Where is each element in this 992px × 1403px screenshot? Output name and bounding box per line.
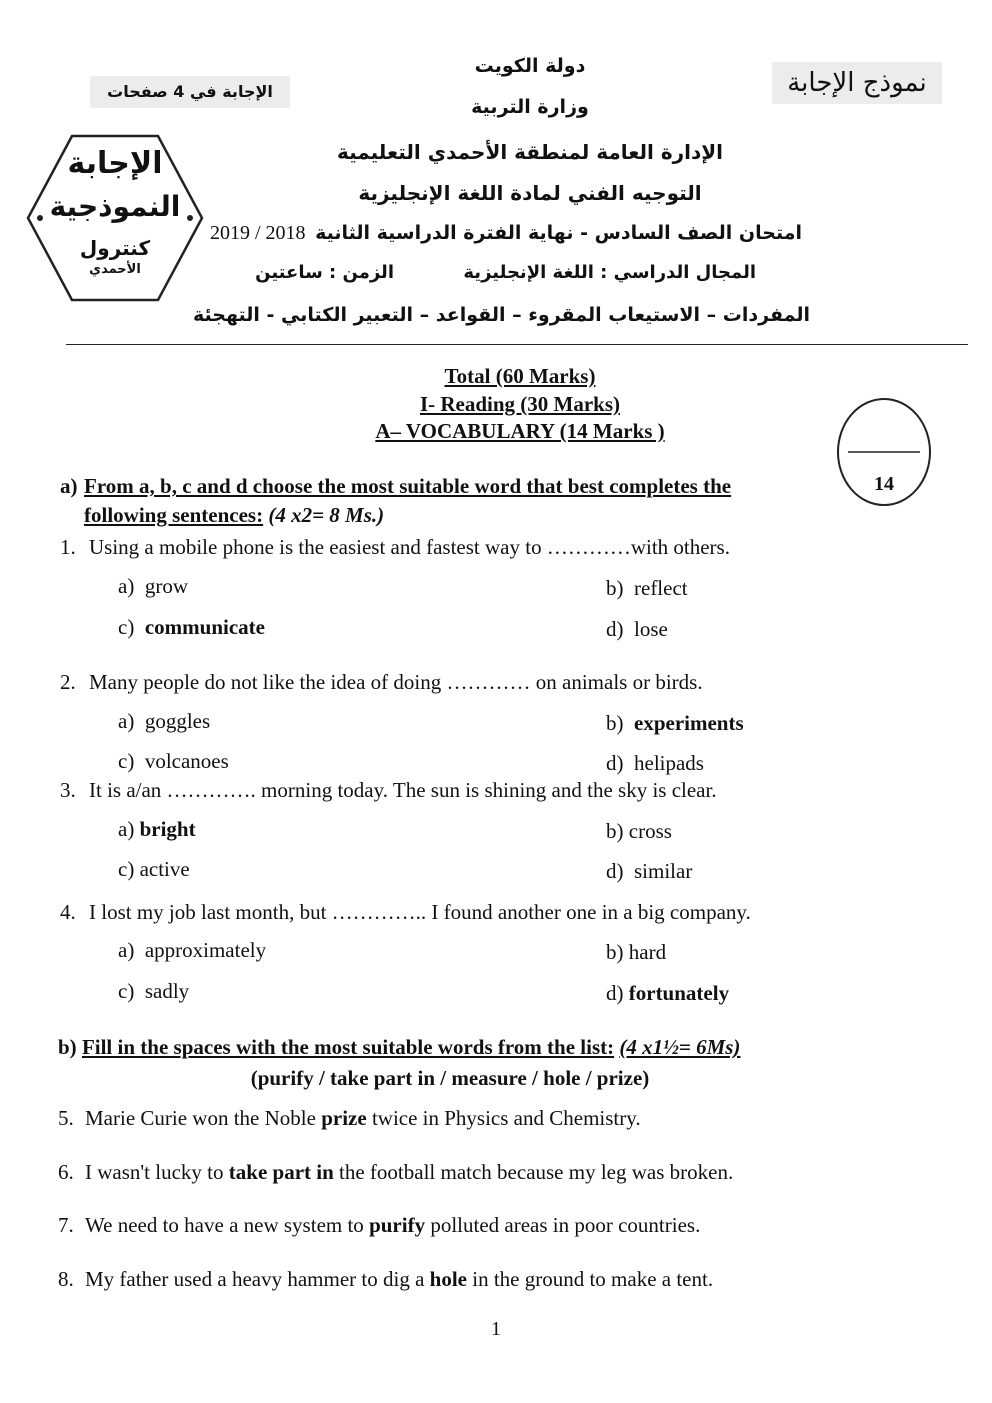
option-letter: a)	[118, 574, 135, 598]
section-b-word-list: (purify / take part in / measure / hole / prize)	[250, 1066, 650, 1090]
sentence-number: 6.	[58, 1160, 74, 1184]
section-a-instruction-1: From a, b, c and d choose the most suitable word that best completes the	[84, 474, 732, 498]
exam-year: 2019 / 2018	[210, 222, 306, 244]
option-letter: c)	[118, 979, 135, 1003]
option-letter: d)	[606, 617, 624, 641]
header-supervision: التوجيه الفني لمادة اللغة الإنجليزية	[358, 181, 702, 205]
sentence-before: My father used a heavy hammer to dig a	[85, 1267, 425, 1291]
sentence-answer: take part in	[228, 1160, 334, 1184]
option-letter: d)	[606, 859, 624, 883]
exam-skills: المفردات – الاستيعاب المقروء – القواعد – التعبير الكتابي - التهجئة	[193, 304, 810, 326]
header-directorate: الإدارة العامة لمنطقة الأحمدي التعليمية	[336, 140, 724, 164]
exam-time: الزمن : ساعتين	[255, 262, 394, 283]
fill-sentence	[58, 1106, 641, 1131]
option-letter: c)	[118, 857, 135, 881]
total-title: Total (60 Marks)	[444, 364, 596, 388]
question-text: Many people do not like the idea of doing ………… on animals or birds.	[89, 670, 703, 694]
option-text: active	[139, 857, 190, 881]
option-text: hard	[628, 940, 667, 964]
option-letter: a)	[118, 817, 135, 841]
sentence-after: the football match because my leg was broken.	[339, 1160, 734, 1184]
score-max: 14	[874, 473, 894, 495]
stamp-line-4: الأحمدي	[89, 262, 141, 277]
sentence-number: 5.	[58, 1106, 74, 1130]
option-correct	[118, 615, 265, 640]
page-number: 1	[491, 1318, 501, 1340]
option-text: helipads	[634, 751, 704, 775]
question-text: I lost my job last month, but ………….. I found another one in a big company.	[89, 900, 751, 924]
section-a-letter: a)	[60, 474, 78, 498]
fill-sentence	[58, 1267, 713, 1292]
option	[118, 574, 188, 599]
option-letter: b)	[606, 819, 624, 843]
reading-title: I- Reading (30 Marks)	[419, 392, 621, 416]
fill-sentence	[58, 1213, 700, 1238]
question	[60, 670, 703, 695]
sentence-answer: hole	[429, 1267, 467, 1291]
question-text: Using a mobile phone is the easiest and fastest way to …………with others.	[89, 535, 730, 559]
option-text: reflect	[634, 576, 688, 600]
option-text: experiments	[634, 711, 744, 735]
question-number: 3.	[60, 778, 76, 802]
option	[118, 938, 266, 963]
option	[118, 749, 229, 774]
option-text: grow	[144, 574, 188, 598]
vocabulary-title: A– VOCABULARY (14 Marks )	[375, 419, 665, 443]
study-field: المجال الدراسي : اللغة الإنجليزية	[463, 262, 756, 283]
option-letter: b)	[606, 576, 624, 600]
pages-note: الإجابة في 4 صفحات	[90, 76, 290, 108]
option-letter: b)	[606, 940, 624, 964]
option-text: lose	[634, 617, 668, 641]
option-letter: d)	[606, 751, 624, 775]
question-text: It is a/an …………. morning today. The sun is shining and the sky is clear.	[89, 778, 717, 802]
option-text: sadly	[144, 979, 190, 1003]
sentence-before: We need to have a new system to	[85, 1213, 364, 1237]
option-text: goggles	[144, 709, 211, 733]
question-number: 1.	[60, 535, 76, 559]
section-b-marks: (4 x1½= 6Ms)	[619, 1035, 741, 1059]
exam-title: امتحان الصف السادس - نهاية الفترة الدراسية الثانية	[315, 222, 802, 244]
option-text: fortunately	[628, 981, 730, 1005]
option	[606, 859, 692, 884]
option	[606, 576, 688, 601]
section-b-letter: b)	[58, 1035, 77, 1059]
option-text: volcanoes	[144, 749, 229, 773]
option	[606, 940, 666, 965]
header-divider	[66, 344, 968, 345]
option-letter: c)	[118, 749, 135, 773]
stamp-line-1: الإجابة	[67, 146, 163, 181]
answer-model-label: نموذج الإجابة	[772, 62, 942, 104]
option-letter: c)	[118, 615, 135, 639]
option-text: approximately	[144, 938, 267, 962]
stamp-line-3: كنترول	[79, 236, 151, 260]
option-correct	[606, 981, 729, 1006]
section-a-marks: (4 x2= 8 Ms.)	[268, 503, 385, 527]
option	[606, 617, 668, 642]
sentence-answer: purify	[369, 1213, 426, 1237]
option-text: similar	[634, 859, 693, 883]
sentence-after: twice in Physics and Chemistry.	[371, 1106, 641, 1130]
option-letter: a)	[118, 709, 135, 733]
section-a-instruction-2: following sentences:	[84, 503, 264, 527]
option-correct	[606, 711, 744, 736]
header-ministry: وزارة التربية	[471, 96, 589, 118]
question-number: 2.	[60, 670, 76, 694]
option	[118, 979, 189, 1004]
section-b-instruction: Fill in the spaces with the most suitable words from the list:	[81, 1035, 615, 1059]
model-answer-stamp	[24, 132, 206, 304]
question	[60, 778, 717, 803]
option-correct	[118, 817, 196, 842]
option-text: bright	[139, 817, 196, 841]
question	[60, 535, 730, 560]
option-letter: a)	[118, 938, 135, 962]
stamp-line-2: النموذجية	[49, 190, 181, 223]
question-number: 4.	[60, 900, 76, 924]
option-letter: d)	[606, 981, 624, 1005]
fill-sentence	[58, 1160, 733, 1185]
option	[118, 709, 210, 734]
option	[118, 857, 190, 882]
sentence-after: polluted areas in poor countries.	[430, 1213, 701, 1237]
sentence-answer: prize	[321, 1106, 367, 1130]
score-circle	[836, 397, 932, 507]
option	[606, 819, 672, 844]
option-text: cross	[628, 819, 672, 843]
question	[60, 900, 751, 925]
header-state: دولة الكويت	[474, 55, 586, 77]
sentence-after: in the ground to make a tent.	[472, 1267, 714, 1291]
sentence-number: 8.	[58, 1267, 74, 1291]
section-b-instruction-wrap	[58, 1035, 740, 1060]
option	[606, 751, 704, 776]
option-letter: b)	[606, 711, 624, 735]
option-text: communicate	[144, 615, 265, 639]
sentence-number: 7.	[58, 1213, 74, 1237]
sentence-before: Marie Curie won the Noble	[85, 1106, 316, 1130]
sentence-before: I wasn't lucky to	[85, 1160, 224, 1184]
section-a-instruction-2-wrap	[84, 503, 384, 528]
